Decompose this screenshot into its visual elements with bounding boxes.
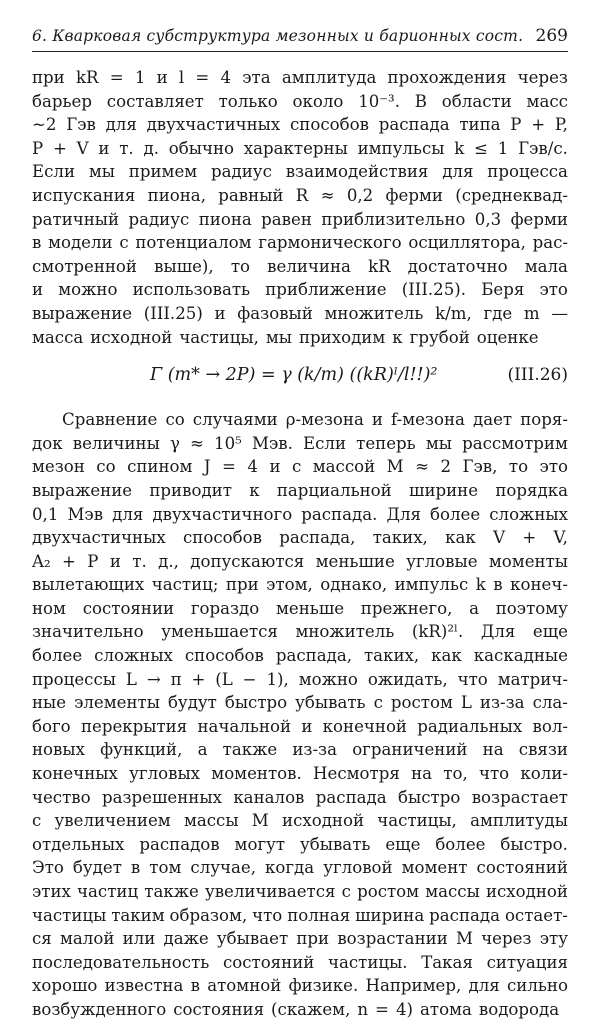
text-line: ные элементы будут быстро убывать с ростом L из-за сла-	[32, 693, 568, 713]
text-line: хорошо известна в атомной физике. Например, для сильно	[32, 976, 568, 996]
paragraph-1	[32, 66, 568, 349]
text-line: док величины γ ≈ 10⁵ Мэв. Если теперь мы рассмотрим	[32, 433, 568, 453]
text-line: значительно уменьшается множитель (kR)²ˡ. Для еще	[32, 622, 568, 642]
text-line: процессы L → π + (L − 1), можно ожидать, что матрич-	[32, 669, 568, 689]
text-line: бого перекрытия начальной и конечной радиальных вол-	[32, 716, 568, 736]
chapter-title: 6. Кварковая субструктура мезонных и барионных сост.	[32, 27, 524, 45]
text-line: чество разрешенных каналов распада быстро возрастает	[32, 787, 568, 807]
page-number: 269	[535, 26, 568, 46]
text-line: A₂ + P и т. д., допускаются меньшие угловые моменты	[32, 551, 568, 571]
text-line: более сложных способов распада, таких, как каскадные	[32, 646, 568, 666]
text-line: Сравнение со случаями ρ-мезона и f-мезона дает поря-	[62, 410, 568, 430]
text-line: выражение приводит к парциальной ширине порядка	[32, 480, 568, 500]
text-line: выражение (III.25) и фазовый множитель k/m, где m —	[32, 303, 568, 323]
text-line: в модели с потенциалом гармонического осциллятора, рас-	[32, 233, 568, 253]
running-head	[32, 26, 568, 52]
text-line: Если мы примем радиус взаимодействия для процесса	[32, 162, 568, 182]
equation-number: (III.26)	[507, 365, 568, 386]
text-line: барьер составляет только около 10⁻³. В области масс	[32, 91, 568, 111]
text-line: ратичный радиус пиона равен приблизительно 0,3 ферми	[32, 209, 568, 229]
page-body	[32, 66, 568, 1022]
text-line: P + V и т. д. обычно характерны импульсы k ≤ 1 Гэв/с.	[32, 138, 568, 158]
text-line: ся малой или даже убывает при возрастании M через эту	[32, 929, 568, 949]
text-line: ном состоянии гораздо меньше прежнего, а поэтому	[32, 598, 568, 618]
text-line: конечных угловых моментов. Несмотря на то, что коли-	[32, 764, 568, 784]
paragraph-2	[32, 408, 568, 1021]
text-line: 0,1 Мэв для двухчастичного распада. Для более сложных	[32, 504, 568, 524]
equation-III-26	[32, 352, 568, 402]
text-line: при kR = 1 и l = 4 эта амплитуда прохождения через	[32, 68, 568, 87]
text-line: ~2 Гэв для двухчастичных способов распада типа P + P,	[32, 115, 568, 135]
text-line: этих частиц также увеличивается с ростом массы исходной	[32, 882, 568, 901]
text-line: и можно использовать приближение (III.25). Беря это	[32, 280, 568, 300]
text-line: Это будет в том случае, когда угловой момент состояний	[32, 858, 568, 878]
text-line: частицы таким образом, что полная ширина распада остает-	[32, 905, 568, 925]
text-line: масса исходной частицы, мы приходим к грубой оценке	[32, 327, 539, 347]
book-page	[32, 26, 568, 1022]
text-line: вылетающих частиц; при этом, однако, импульс k в конеч-	[32, 575, 568, 595]
text-line: смотренной выше), то величина kR достаточно мала	[32, 256, 568, 276]
text-line: с увеличением массы M исходной частицы, амплитуды	[32, 811, 568, 831]
text-line: испускания пиона, равный R ≈ 0,2 ферми (среднеквад-	[32, 185, 568, 205]
text-line: отдельных распадов могут убывать еще более быстро.	[32, 834, 568, 854]
text-line: мезон со спином J = 4 и с массой M ≈ 2 Гэв, то это	[32, 457, 568, 477]
text-line: возбужденного состояния (скажем, n = 4) атома водорода	[32, 999, 560, 1019]
text-line: последовательность состояний частицы. Такая ситуация	[32, 952, 568, 972]
text-line: двухчастичных способов распада, таких, как V + V,	[32, 528, 568, 548]
text-line: новых функций, а также из-за ограничений на связи	[32, 740, 568, 760]
equation-expression: Γ (m* → 2P) = γ (k/m) ((kR)ˡ/l!!)²	[150, 365, 438, 386]
